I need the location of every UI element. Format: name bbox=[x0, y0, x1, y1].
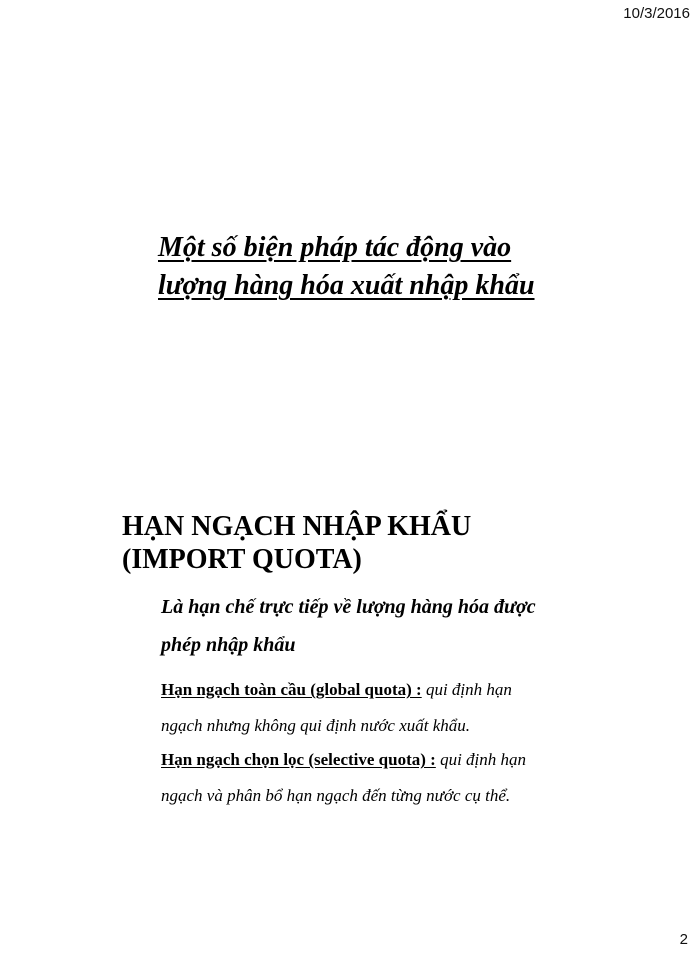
page-date: 10/3/2016 bbox=[623, 5, 690, 22]
global-quota-desc-start: qui định hạn bbox=[421, 680, 512, 699]
selective-quota-item bbox=[161, 742, 581, 814]
definition-line-2: phép nhập khẩu bbox=[161, 634, 296, 656]
selective-quota-desc-end: ngạch và phân bổ hạn ngạch đến từng nước cụ thể. bbox=[161, 786, 511, 805]
selective-quota-term: Hạn ngạch chọn lọc (selective quota) : bbox=[161, 750, 436, 769]
slide-title bbox=[158, 229, 578, 305]
definition-line-1: Là hạn chế trực tiếp về lượng hàng hóa được bbox=[161, 596, 536, 618]
global-quota-line-1 bbox=[161, 672, 581, 708]
selective-quota-desc-start: qui định hạn bbox=[435, 750, 527, 769]
section-heading bbox=[122, 510, 471, 576]
import-quota-definition bbox=[161, 588, 581, 664]
slide-title-line-1: Một số biện pháp tác động vào bbox=[158, 232, 512, 263]
section-heading-line-1: HẠN NGẠCH NHẬP KHẨU bbox=[122, 511, 472, 542]
global-quota-item bbox=[161, 672, 581, 744]
page-number: 2 bbox=[679, 931, 688, 948]
slide-title-line-2: lượng hàng hóa xuất nhập khẩu bbox=[158, 270, 535, 301]
selective-quota-line-1 bbox=[161, 742, 581, 778]
section-heading-line-2: (IMPORT QUOTA) bbox=[122, 544, 362, 575]
global-quota-desc-end: ngạch nhưng không qui định nước xuất khẩu. bbox=[161, 716, 471, 735]
global-quota-term: Hạn ngạch toàn cầu (global quota) : bbox=[161, 680, 422, 699]
